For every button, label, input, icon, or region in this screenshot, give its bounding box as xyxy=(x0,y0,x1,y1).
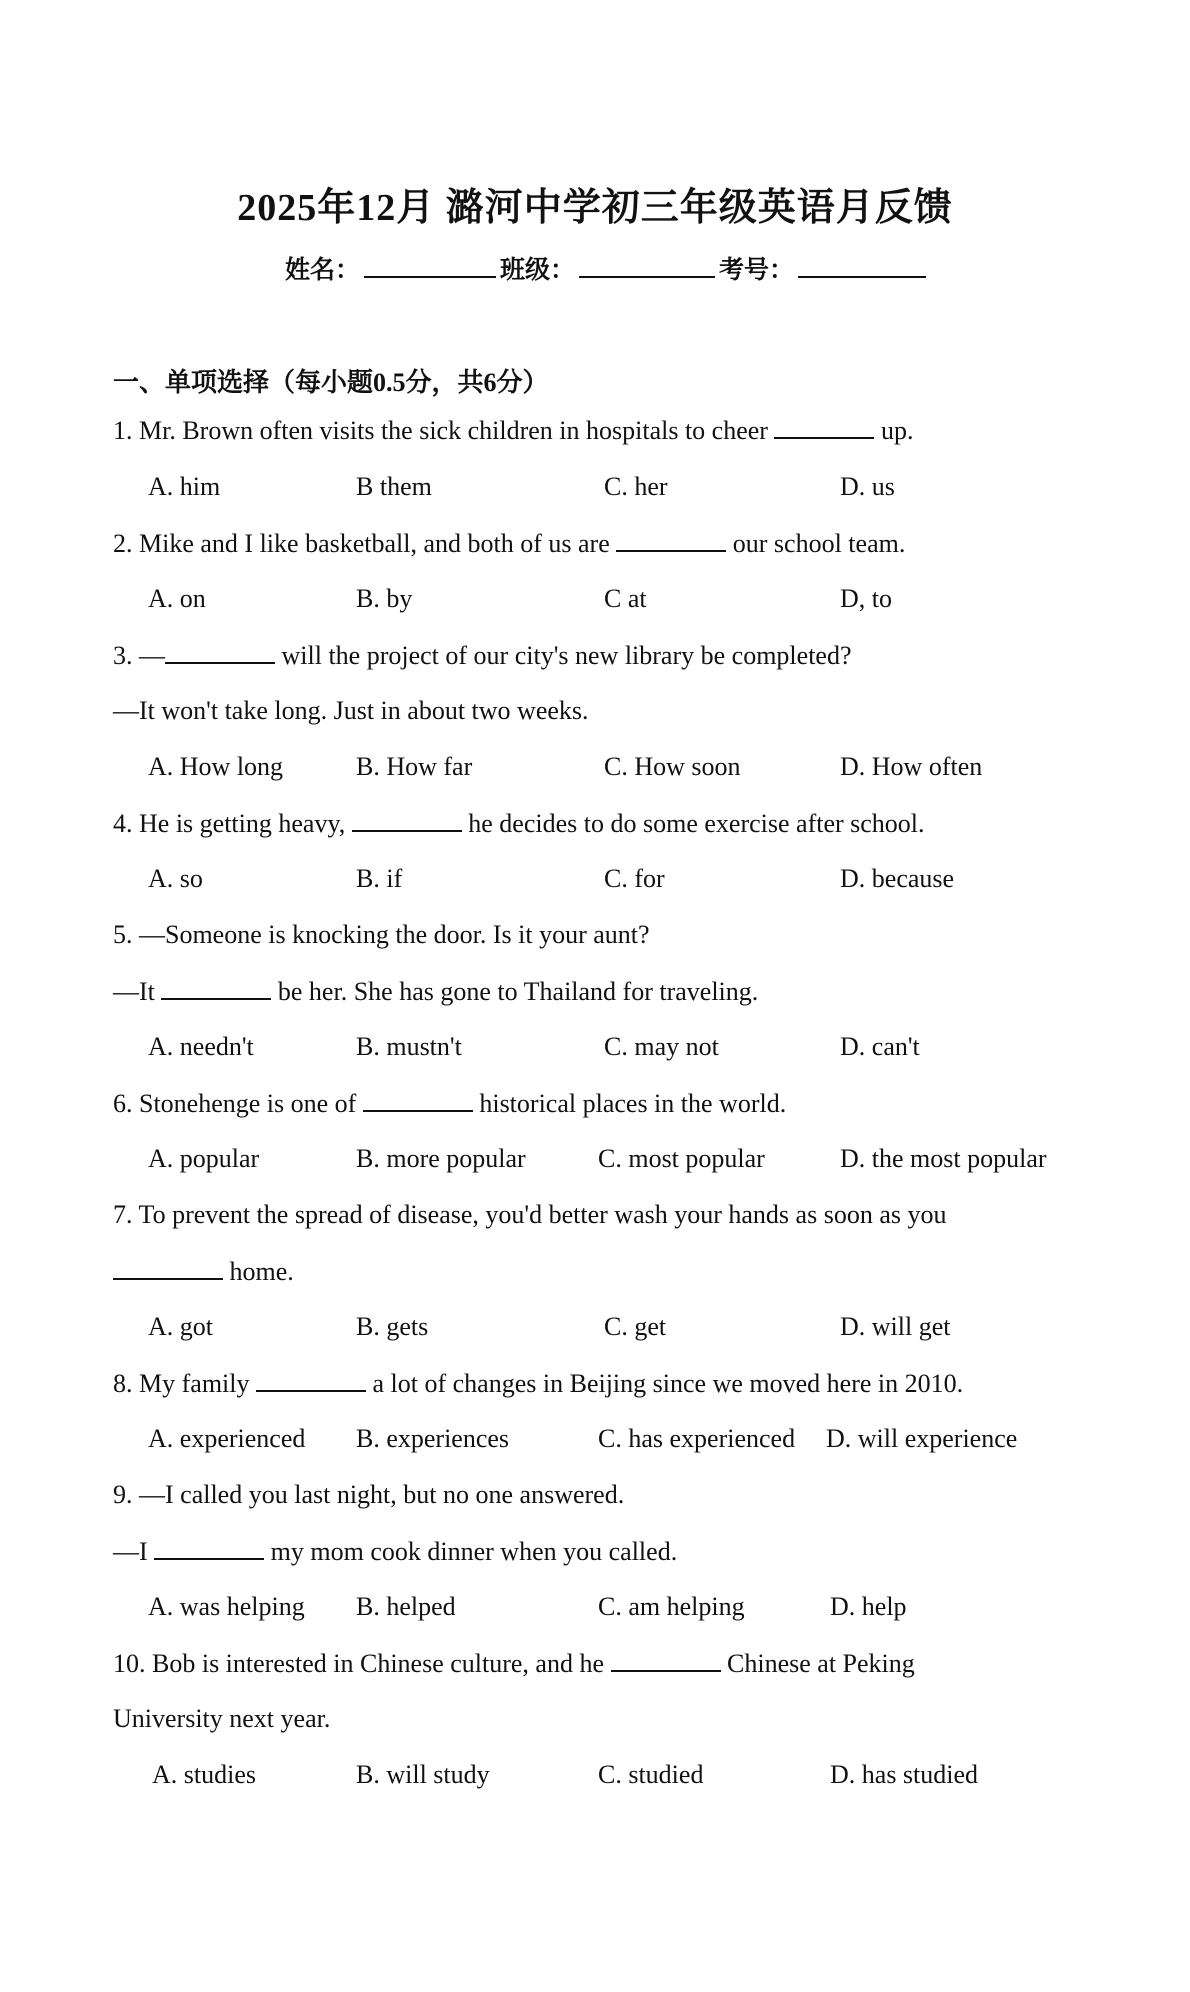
answer-blank[interactable] xyxy=(256,1368,366,1392)
answer-blank[interactable] xyxy=(165,640,275,664)
question-8-stem xyxy=(113,1368,963,1399)
option-b[interactable]: B them xyxy=(356,472,432,501)
answer-blank[interactable] xyxy=(154,1536,264,1560)
question-9-reply xyxy=(113,1536,677,1567)
question-7-stem: 7. To prevent the spread of disease, you'd better wash your hands as soon as you xyxy=(113,1200,947,1229)
stem-text: he decides to do some exercise after school. xyxy=(461,809,925,838)
number-blank[interactable] xyxy=(798,254,926,278)
stem-text: will the project of our city's new library be completed? xyxy=(275,641,852,670)
option-d[interactable]: D. How often xyxy=(840,752,983,781)
stem-text: be her. She has gone to Thailand for traveling. xyxy=(271,977,759,1006)
section-heading: 一、单项选择（每小题0.5分，共6分） xyxy=(113,368,549,397)
stem-text: 10. Bob is interested in Chinese culture, and he xyxy=(113,1649,611,1678)
option-c[interactable]: C. am helping xyxy=(598,1592,745,1621)
answer-blank[interactable] xyxy=(352,808,462,832)
option-b[interactable]: B. by xyxy=(356,584,413,613)
number-label: 考号： xyxy=(719,257,795,284)
question-1-stem xyxy=(113,415,913,446)
answer-blank[interactable] xyxy=(161,976,271,1000)
stem-text: —I xyxy=(113,1537,155,1566)
option-c[interactable]: C. may not xyxy=(604,1032,719,1061)
option-d[interactable]: D. help xyxy=(830,1592,907,1621)
question-5-reply xyxy=(113,976,758,1007)
option-c[interactable]: C. studied xyxy=(598,1760,704,1789)
stem-text: my mom cook dinner when you called. xyxy=(264,1537,678,1566)
question-2-stem xyxy=(113,528,905,559)
class-label: 班级： xyxy=(500,257,576,284)
option-c[interactable]: C. her xyxy=(604,472,668,501)
option-d[interactable]: D. has studied xyxy=(830,1760,979,1789)
option-d[interactable]: D. because xyxy=(840,864,955,893)
class-blank[interactable] xyxy=(579,254,715,278)
option-a[interactable]: A. popular xyxy=(148,1144,260,1173)
question-9-stem: 9. —I called you last night, but no one answered. xyxy=(113,1480,625,1509)
option-b[interactable]: B. will study xyxy=(356,1760,490,1789)
option-b[interactable]: B. mustn't xyxy=(356,1032,462,1061)
stem-text: up. xyxy=(874,416,914,445)
question-10-stem xyxy=(113,1648,915,1679)
option-a[interactable]: A. so xyxy=(148,864,203,893)
option-c[interactable]: C. for xyxy=(604,864,665,893)
option-c[interactable]: C at xyxy=(604,584,647,613)
name-blank[interactable] xyxy=(364,254,496,278)
option-a[interactable]: A. How long xyxy=(148,752,284,781)
option-b[interactable]: B. gets xyxy=(356,1312,429,1341)
option-a[interactable]: A. was helping xyxy=(148,1592,305,1621)
option-b[interactable]: B. if xyxy=(356,864,403,893)
stem-text: 1. Mr. Brown often visits the sick children in hospitals to cheer xyxy=(113,416,775,445)
stem-text: 6. Stonehenge is one of xyxy=(113,1089,363,1118)
option-d[interactable]: D. the most popular xyxy=(840,1144,1047,1173)
option-b[interactable]: B. experiences xyxy=(356,1424,510,1453)
stem-text: home. xyxy=(223,1257,294,1286)
option-d[interactable]: D, to xyxy=(840,584,892,613)
stem-text: 8. My family xyxy=(113,1369,256,1398)
option-d[interactable]: D. can't xyxy=(840,1032,920,1061)
answer-blank[interactable] xyxy=(774,415,874,439)
stem-text: 4. He is getting heavy, xyxy=(113,809,352,838)
option-c[interactable]: C. most popular xyxy=(598,1144,765,1173)
option-a[interactable]: A. on xyxy=(148,584,206,613)
stem-text: 2. Mike and I like basketball, and both of us are xyxy=(113,529,617,558)
question-10-continuation: University next year. xyxy=(113,1704,331,1733)
answer-blank[interactable] xyxy=(611,1648,721,1672)
stem-text: 3. — xyxy=(113,641,165,670)
option-d[interactable]: D. us xyxy=(840,472,895,501)
option-c[interactable]: C. has experienced xyxy=(598,1424,796,1453)
page-title: 2025年12月 潞河中学初三年级英语月反馈 xyxy=(237,187,953,229)
answer-blank[interactable] xyxy=(113,1256,223,1280)
question-3-stem xyxy=(113,640,852,671)
stem-text: historical places in the world. xyxy=(472,1089,787,1118)
option-a[interactable]: A. studies xyxy=(152,1760,256,1789)
question-3-reply: —It won't take long. Just in about two weeks. xyxy=(113,696,589,725)
name-label: 姓名： xyxy=(285,257,361,284)
option-b[interactable]: B. How far xyxy=(356,752,473,781)
option-a[interactable]: A. got xyxy=(148,1312,213,1341)
stem-text: our school team. xyxy=(726,529,906,558)
option-d[interactable]: D. will get xyxy=(840,1312,951,1341)
question-5-stem: 5. —Someone is knocking the door. Is it your aunt? xyxy=(113,920,650,949)
option-a[interactable]: A. needn't xyxy=(148,1032,254,1061)
stem-text: —It xyxy=(113,977,162,1006)
option-a[interactable]: A. experienced xyxy=(148,1424,306,1453)
question-4-stem xyxy=(113,808,925,839)
option-b[interactable]: B. helped xyxy=(356,1592,456,1621)
option-a[interactable]: A. him xyxy=(148,472,221,501)
option-b[interactable]: B. more popular xyxy=(356,1144,526,1173)
answer-blank[interactable] xyxy=(363,1088,473,1112)
stem-text: Chinese at Peking xyxy=(720,1649,915,1678)
option-c[interactable]: C. get xyxy=(604,1312,667,1341)
option-d[interactable]: D. will experience xyxy=(826,1424,1018,1453)
student-info-row xyxy=(285,250,930,286)
answer-blank[interactable] xyxy=(616,528,726,552)
stem-text: a lot of changes in Beijing since we moved here in 2010. xyxy=(366,1369,964,1398)
question-7-continuation xyxy=(113,1256,294,1287)
question-6-stem xyxy=(113,1088,786,1119)
option-c[interactable]: C. How soon xyxy=(604,752,741,781)
